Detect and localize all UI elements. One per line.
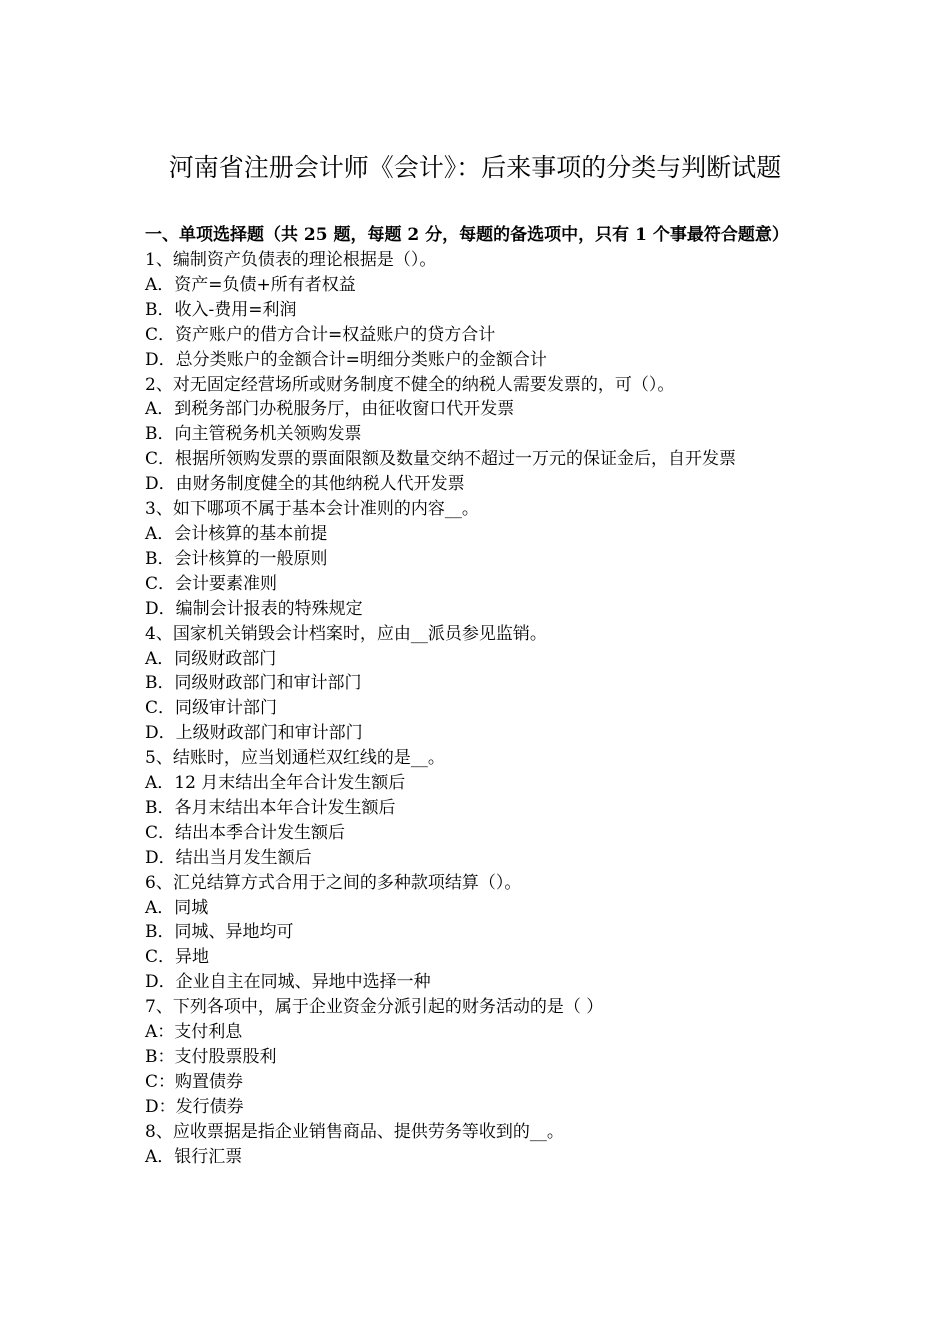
question-stem: 1、编制资产负债表的理论根据是（）。 [145, 250, 437, 270]
answer-option: C．根据所领购发票的票面限额及数量交纳不超过一万元的保证金后，自开发票 [145, 449, 737, 470]
document-body [145, 223, 810, 1170]
question-stem: 8、应收票据是指企业销售商品、提供劳务等收到的__。 [145, 1121, 564, 1142]
answer-option: A．资产=负债+所有者权益 [145, 274, 356, 295]
answer-option: D．上级财政部门和审计部门 [145, 723, 363, 744]
answer-option: A．会计核算的基本前提 [145, 523, 328, 544]
question-stem: 2、对无固定经营场所或财务制度不健全的纳税人需要发票的，可（）。 [145, 374, 675, 395]
answer-option: D．结出当月发生额后 [145, 847, 312, 868]
answer-option: A．12 月末结出全年合计发生额后 [145, 773, 406, 794]
question-stem: 4、国家机关销毁会计档案时，应由__派员参见监销。 [145, 623, 547, 644]
question-stem: 7、下列各项中，属于企业资金分派引起的财务活动的是（ ） [145, 997, 604, 1018]
answer-option: D．总分类账户的金额合计=明细分类账户的金额合计 [145, 349, 547, 370]
answer-option: A：支付利息 [145, 1022, 243, 1043]
answer-option: B．收入-费用=利润 [145, 299, 297, 320]
answer-option: D．企业自主在同城、异地中选择一种 [145, 972, 431, 993]
answer-option: B．会计核算的一般原则 [145, 548, 328, 569]
document-title: 河南省注册会计师《会计》：后来事项的分类与判断试题 [168, 153, 782, 182]
answer-option: D．由财务制度健全的其他纳税人代开发票 [145, 474, 465, 495]
answer-option: C：购置债券 [145, 1071, 244, 1092]
answer-option: C．会计要素准则 [145, 573, 278, 594]
answer-option: B．向主管税务机关领购发票 [145, 424, 362, 445]
section-heading: 一、单项选择题（共 25 题，每题 2 分，每题的备选项中，只有 1 个事最符合题意） [145, 225, 789, 245]
answer-option: C．资产账户的借方合计=权益账户的贷方合计 [145, 324, 496, 345]
answer-option: C．同级审计部门 [145, 698, 278, 719]
question-stem: 3、如下哪项不属于基本会计准则的内容__。 [145, 499, 479, 520]
answer-option: D：发行债券 [145, 1096, 244, 1117]
question-stem: 6、汇兑结算方式合用于之间的多种款项结算（）。 [145, 872, 522, 893]
question-stem: 5、结账时，应当划通栏双红线的是__。 [145, 748, 445, 769]
answer-option: B：支付股票股利 [145, 1047, 277, 1067]
answer-option: B．同城、异地均可 [145, 922, 294, 943]
answer-option: B．各月末结出本年合计发生额后 [145, 797, 396, 818]
answer-option: A．同城 [145, 897, 209, 918]
answer-option: C．异地 [145, 947, 210, 968]
answer-option: C．结出本季合计发生额后 [145, 822, 346, 843]
answer-option: A．银行汇票 [145, 1146, 243, 1167]
answer-option: B．同级财政部门和审计部门 [145, 673, 362, 694]
answer-option: A．同级财政部门 [145, 648, 277, 669]
answer-option: D．编制会计报表的特殊规定 [145, 598, 363, 619]
answer-option: A．到税务部门办税服务厅，由征收窗口代开发票 [145, 399, 515, 420]
